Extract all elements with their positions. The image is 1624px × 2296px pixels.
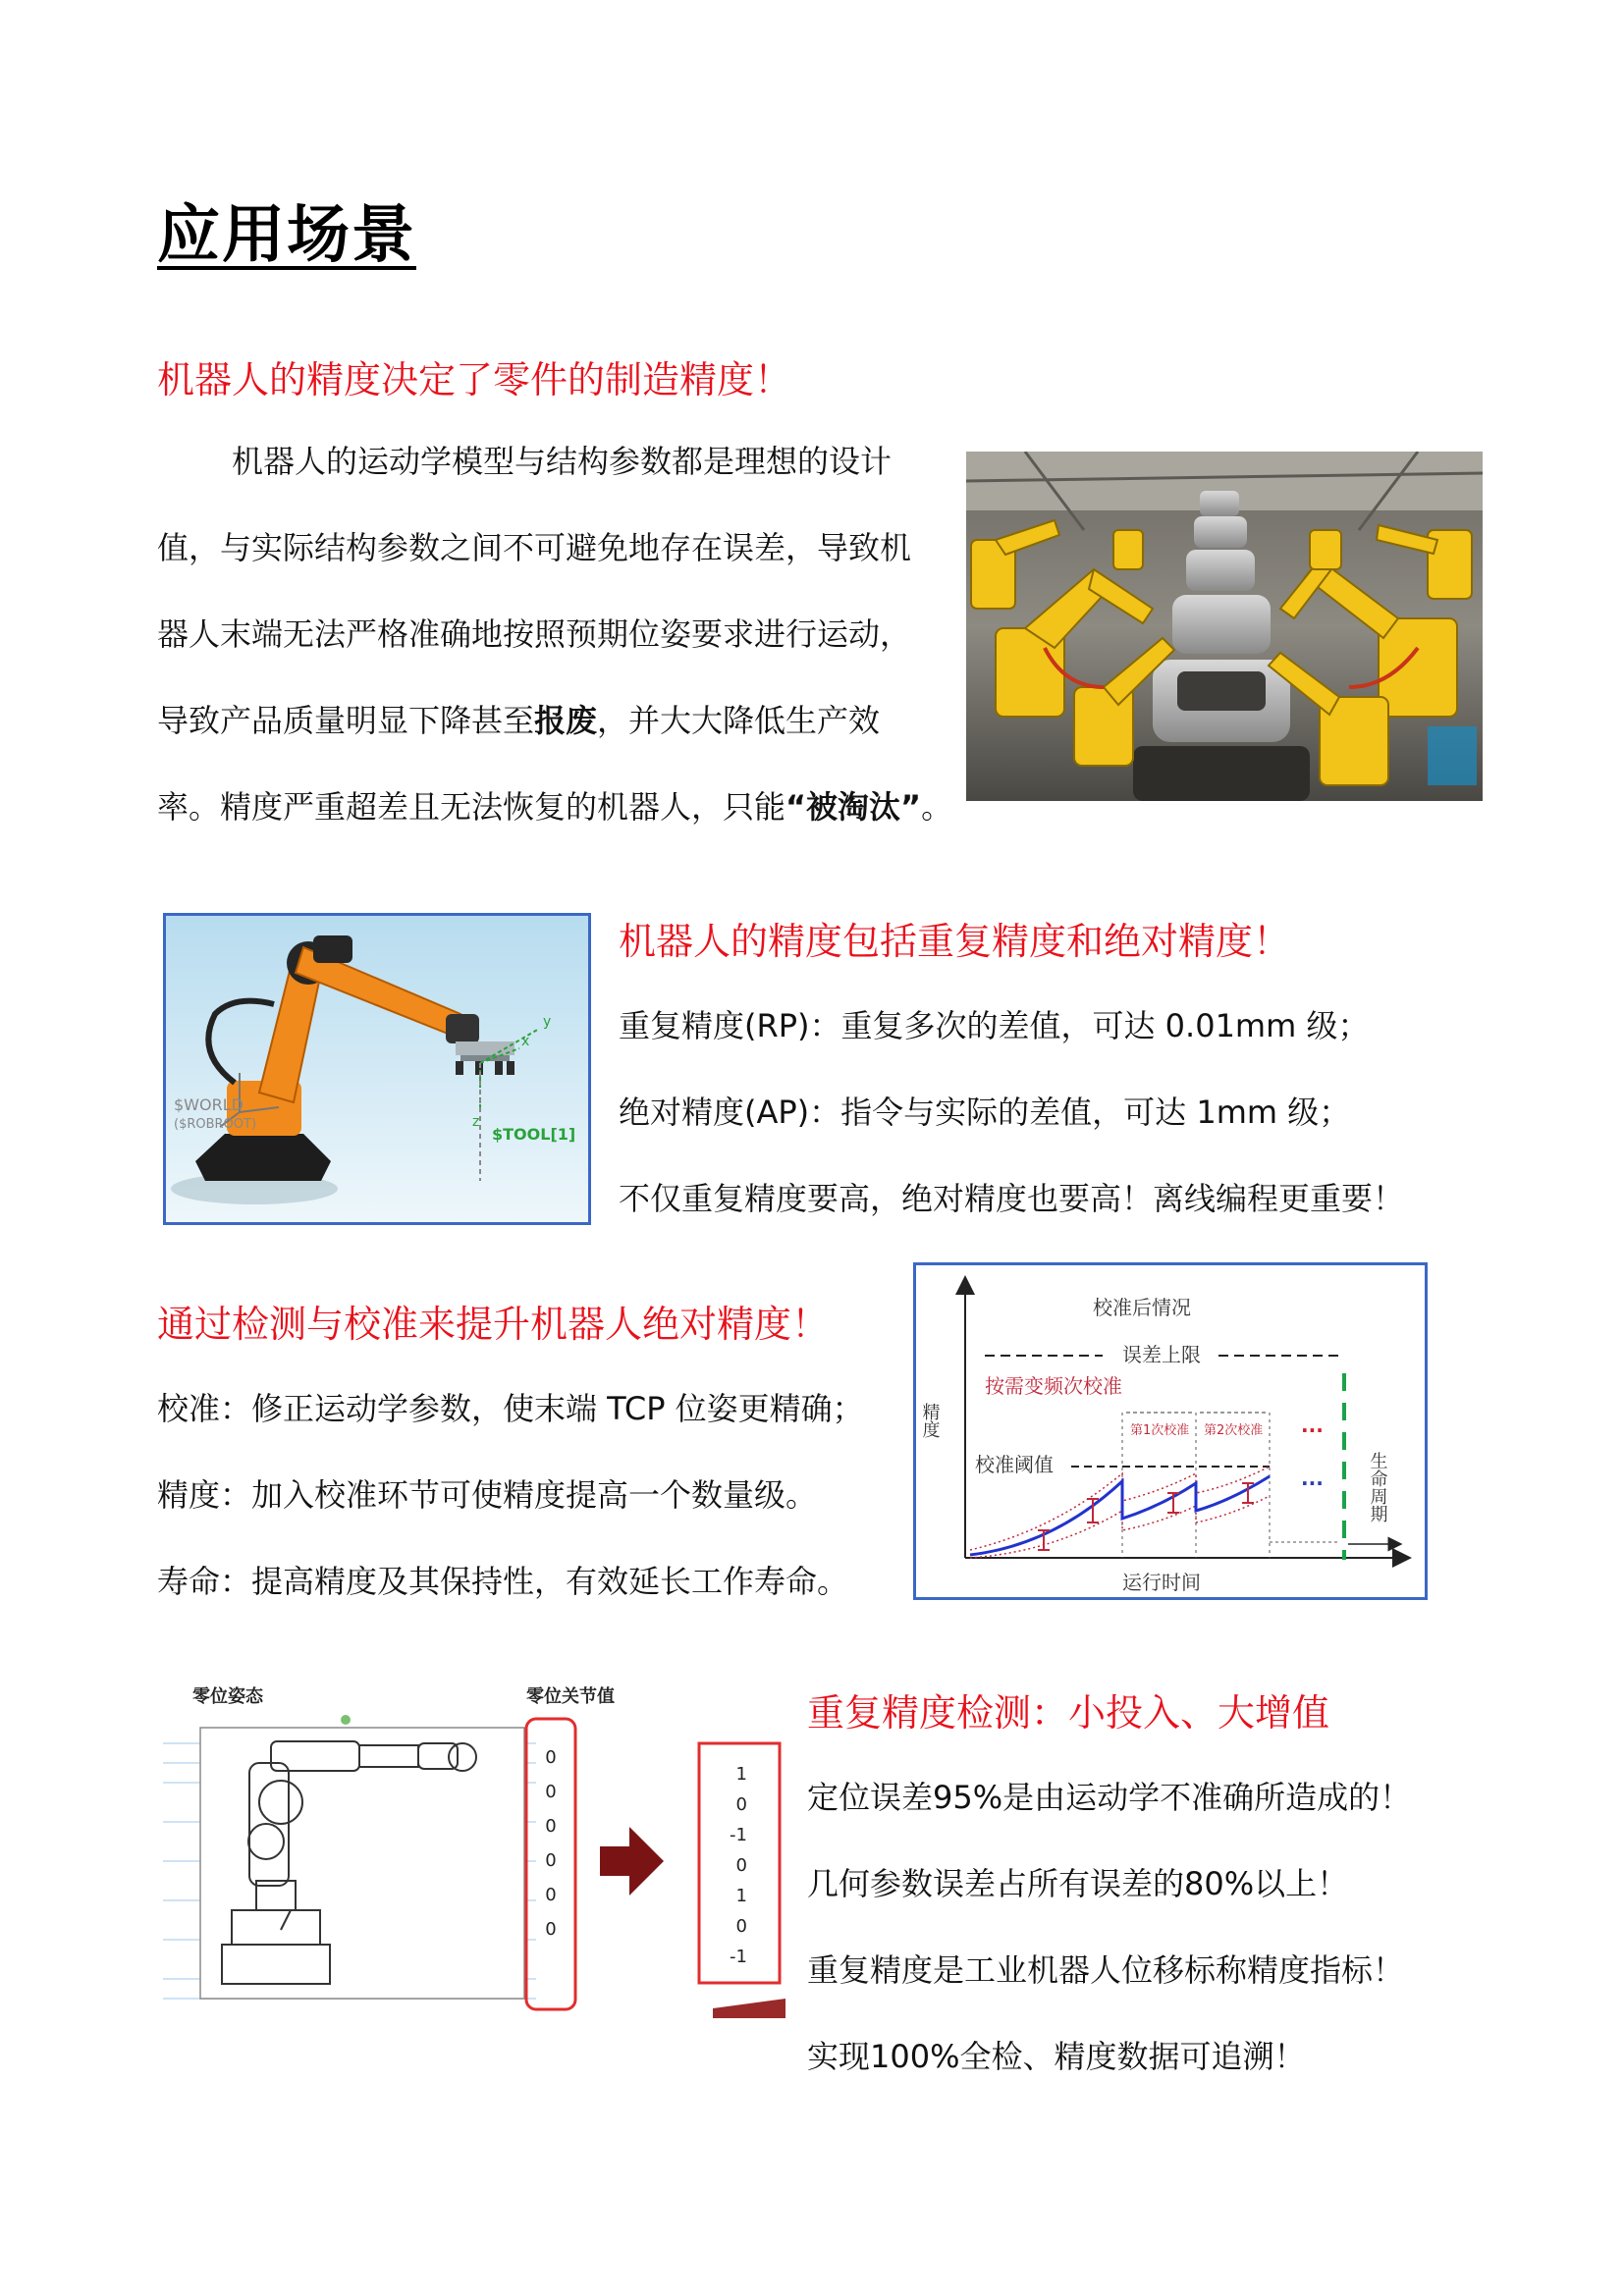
zero-value: 0 — [545, 1747, 557, 1768]
upper-limit-label: 误差上限 — [1122, 1343, 1201, 1366]
x-axis-label: 运行时间 — [1122, 1571, 1201, 1594]
section1-line-5: 率。精度严重超差且无法恢复的机器人，只能“被淘汰”。 — [157, 788, 953, 826]
section1-heading: 机器人的精度决定了零件的制造精度！ — [157, 358, 792, 401]
zero-value: 0 — [545, 1816, 557, 1837]
ellipsis-blue: ... — [1301, 1467, 1324, 1490]
y-axis-label: 精度 — [919, 1403, 941, 1438]
vector-value: -1 — [730, 1825, 747, 1845]
section1-line-1: 机器人的运动学模型与结构参数都是理想的设计 — [232, 443, 893, 480]
svg-text:$TOOL[1]: $TOOL[1] — [492, 1125, 576, 1144]
section1-paragraph — [157, 418, 953, 850]
calibration-chart — [913, 1262, 1428, 1600]
page-title: 应用场景 — [157, 199, 416, 272]
vector-value: 1 — [735, 1886, 747, 1906]
section4-line-4: 实现100%全检、精度数据可追溯！ — [807, 2038, 1306, 2075]
section2-heading: 机器人的精度包括重复精度和绝对精度！ — [619, 920, 1291, 963]
first-calibration-label: 第1次校准 — [1130, 1423, 1190, 1438]
section4-line-2: 几何参数误差占所有误差的80%以上！ — [807, 1865, 1349, 1902]
ellipsis-red: ... — [1301, 1414, 1324, 1437]
section2-line-1: 重复精度(RP)：重复多次的差值，可达 0.01mm 级； — [619, 1007, 1370, 1044]
chart-title: 校准后情况 — [1093, 1296, 1191, 1319]
svg-text:($ROBROOT): ($ROBROOT) — [174, 1117, 257, 1132]
svg-text:x: x — [521, 1034, 530, 1049]
zero-value: 0 — [545, 1885, 557, 1905]
section1-line-3: 器人末端无法严格准确地按照预期位姿要求进行运动， — [157, 615, 912, 653]
section4-line-1: 定位误差95%是由运动学不准确所造成的！ — [807, 1779, 1412, 1816]
vector-value: 1 — [735, 1764, 747, 1785]
section3-line-2: 精度：加入校准环节可使精度提高一个数量级。 — [157, 1476, 818, 1514]
section1-line-2: 值，与实际结构参数之间不可避免地存在误差，导致机 — [157, 529, 912, 566]
section1-line-4: 导致产品质量明显下降甚至报废，并大大降低生产效 — [157, 702, 881, 739]
section3-line-1: 校准：修正运动学参数，使末端 TCP 位姿更精确； — [157, 1390, 864, 1427]
zero-value: 0 — [545, 1919, 557, 1940]
pose-label: 零位姿态 — [192, 1686, 263, 1707]
svg-text:z: z — [472, 1114, 480, 1130]
zero-value: 0 — [545, 1850, 557, 1871]
section3-heading: 通过检测与校准来提升机器人绝对精度！ — [157, 1303, 830, 1346]
series-line — [970, 1476, 1270, 1555]
vector-value: 0 — [735, 1855, 747, 1876]
vector-value: -1 — [730, 1947, 747, 1967]
section2-line-3: 不仅重复精度要高，绝对精度也要高！离线编程更重要！ — [619, 1180, 1405, 1217]
section4-heading: 重复精度检测：小投入、大增值 — [807, 1691, 1330, 1735]
svg-text:$WORLD: $WORLD — [174, 1095, 244, 1114]
threshold-label: 校准阈值 — [975, 1453, 1054, 1476]
zero-value: 0 — [545, 1782, 557, 1802]
zero-pose-figure — [163, 1684, 785, 2018]
second-calibration-label: 第2次校准 — [1204, 1423, 1264, 1438]
robot-arm-image — [163, 913, 591, 1225]
section3-line-3: 寿命：提高精度及其保持性，有效延长工作寿命。 — [157, 1563, 849, 1600]
svg-text:y: y — [543, 1014, 552, 1030]
life-cycle-label: 生命周期 — [1367, 1452, 1388, 1522]
vector-value: 0 — [735, 1916, 747, 1937]
annotation-label: 按需变频次校准 — [985, 1374, 1122, 1398]
arrow-icon — [600, 1827, 664, 1896]
section4-line-3: 重复精度是工业机器人位移标称精度指标！ — [807, 1951, 1405, 1989]
factory-photo — [966, 452, 1483, 801]
section2-line-2: 绝对精度(AP)：指令与实际的差值，可达 1mm 级； — [619, 1094, 1351, 1131]
joint-values-label: 零位关节值 — [526, 1686, 615, 1707]
vector-value: 0 — [735, 1794, 747, 1815]
